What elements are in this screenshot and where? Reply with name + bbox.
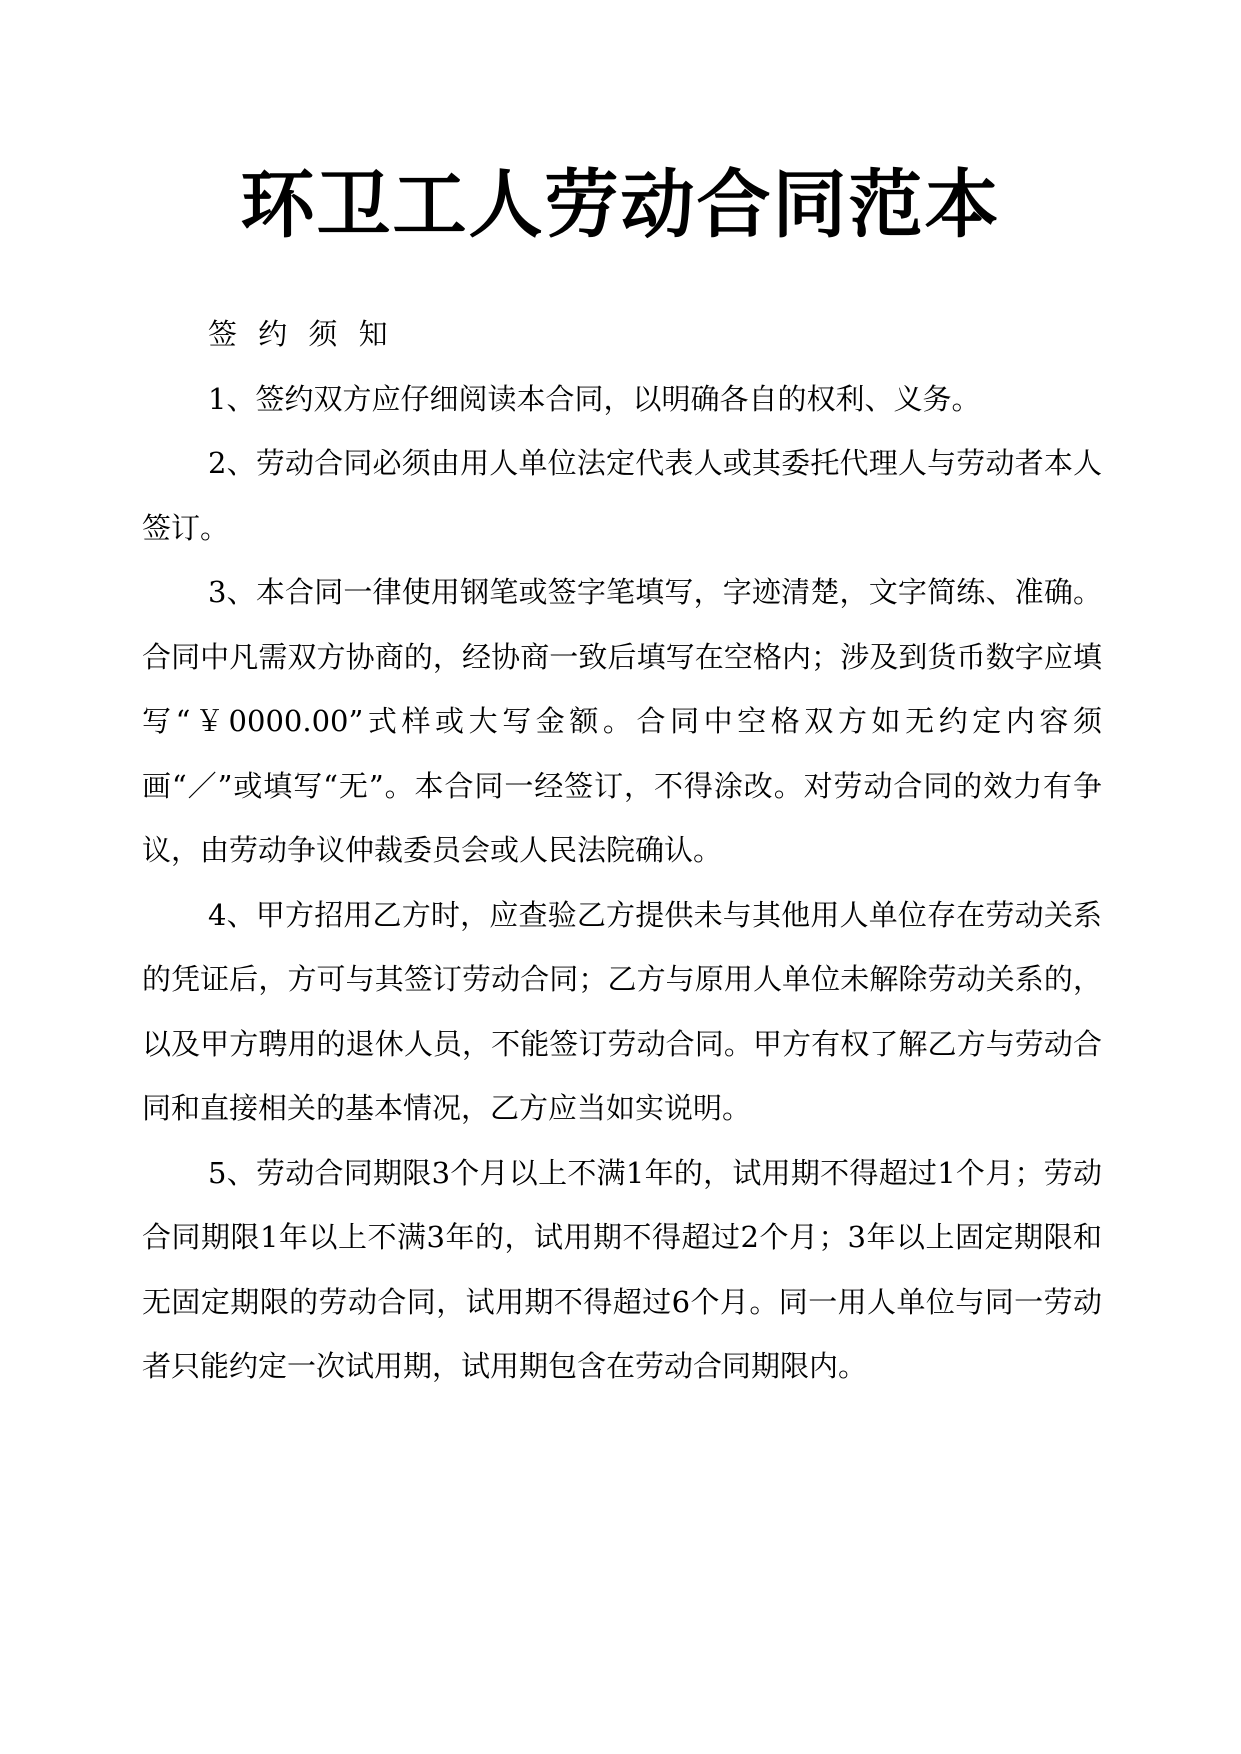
document-title: 环卫工人劳动合同范本	[240, 162, 1001, 248]
notice-heading: 签 约 须 知	[208, 317, 394, 351]
paragraph-1: 1、签约双方应仔细阅读本合同，以明确各自的权利、义务。	[208, 381, 981, 416]
paragraph-4: 4、甲方招用乙方时，应查验乙方提供未与其他用人单位存在劳动关系的凭证后，方可与其签订劳动合同；乙方与原用人单位未解除劳动关系的，以及甲方聘用的退休人员，不能签订劳动合同。甲方有权了解乙方与劳动合同和直接相关的基本情况，乙方应当如实说明。	[142, 897, 1102, 1125]
paragraph-3: 3、本合同一律使用钢笔或签字笔填写，字迹清楚，文字简练、准确。合同中凡需双方协商的，经协商一致后填写在空格内；涉及到货币数字应填写“￥0000.00”式样或大写金额。合同中空格双方如无约定内容须画“／”或填写“无”。本合同一经签订，不得涂改。对劳动合同的效力有争议，由劳动争议仲裁委员会或人民法院确认。	[142, 575, 1102, 867]
paragraph-5: 5、劳动合同期限3个月以上不满1年的，试用期不得超过1个月；劳动合同期限1年以上不满3年的，试用期不得超过2个月；3年以上固定期限和无固定期限的劳动合同，试用期不得超过6个月。同一用人单位与同一劳动者只能约定一次试用期，试用期包含在劳动合同期限内。	[142, 1155, 1102, 1383]
paragraph-2: 2、劳动合同必须由用人单位法定代表人或其委托代理人与劳动者本人签订。	[142, 446, 1102, 545]
document-body	[142, 302, 1102, 1399]
